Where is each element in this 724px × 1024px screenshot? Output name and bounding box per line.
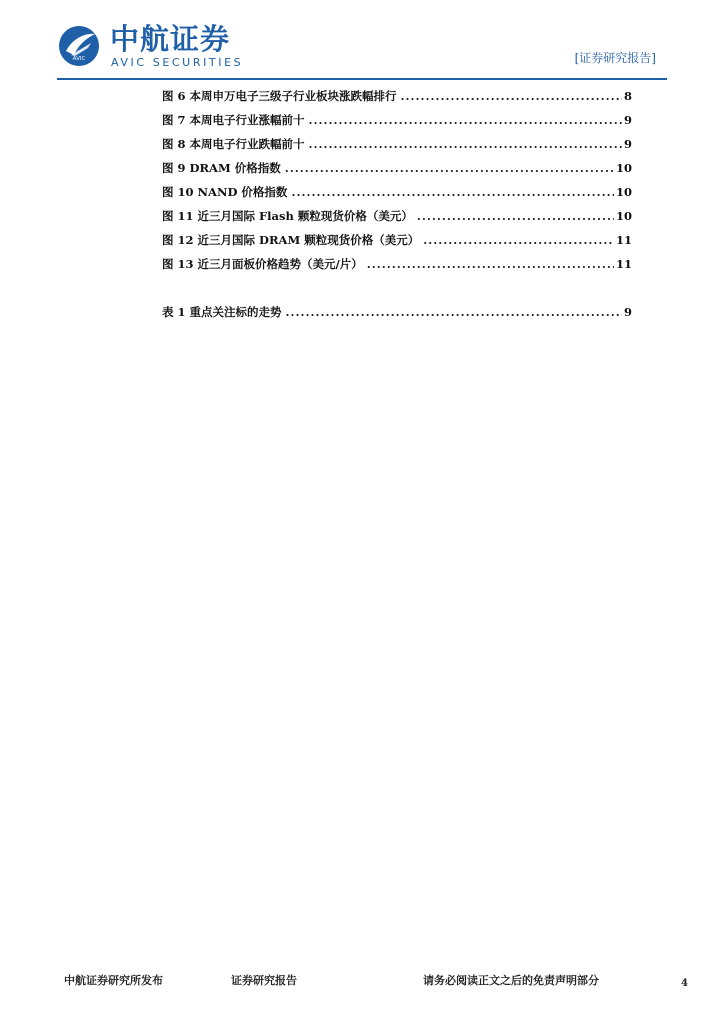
footer-disclaimer-note: 请务必阅读正文之后的免责声明部分 [423,974,599,987]
toc-entry-title: 图 6 本周申万电子三级子行业板块涨跌幅排行 [162,89,397,103]
toc-entry-title: 图 12 近三月国际 DRAM 颗粒现货价格（美元） [162,233,420,247]
toc-entry-page: 9 [623,113,632,127]
toc-entry-title: 图 13 近三月面板价格趋势（美元/片） [162,257,363,271]
toc-dot-leader [286,304,622,320]
toc-entry-page: 10 [615,209,632,223]
toc-figure-entry[interactable] [162,256,632,280]
toc-dot-leader [309,112,622,128]
company-logo-english: AVIC SECURITIES [111,56,244,69]
table-of-contents [162,88,632,328]
toc-dot-leader [309,136,622,152]
toc-entry-title: 图 7 本周电子行业涨幅前十 [162,113,305,127]
toc-figure-entry[interactable] [162,160,632,184]
toc-dot-leader [291,184,614,200]
toc-figure-entry[interactable] [162,232,632,256]
page-footer [0,972,724,992]
toc-figure-entry[interactable] [162,88,632,112]
page-header [0,0,724,82]
toc-dot-leader [417,208,614,224]
page-number: 4 [681,978,688,989]
toc-entry-page: 10 [615,185,632,199]
toc-entry-title: 图 10 NAND 价格指数 [162,185,288,199]
toc-dot-leader [423,232,614,248]
toc-entry-title: 图 11 近三月国际 Flash 颗粒现货价格（美元） [162,209,413,223]
toc-entry-page: 9 [623,137,632,151]
report-type-tag: [证券研究报告] [574,51,656,65]
toc-entry-title: 表 1 重点关注标的走势 [162,305,282,319]
company-logo-chinese: 中航证券 [110,22,231,56]
toc-dot-leader [401,88,622,104]
toc-dot-leader [367,256,614,272]
toc-entry-page: 9 [623,305,632,319]
footer-report-type: 证券研究报告 [231,974,297,987]
toc-figure-entry[interactable] [162,184,632,208]
toc-figure-entry[interactable] [162,136,632,160]
toc-entry-page: 8 [623,89,632,103]
toc-entry-page: 11 [615,233,632,247]
footer-publisher: 中航证券研究所发布 [64,974,163,987]
avic-logo-icon [57,24,101,68]
logo-badge-text: AVIC [72,56,86,62]
toc-figure-entry[interactable] [162,112,632,136]
toc-entry-title: 图 9 DRAM 价格指数 [162,161,281,175]
toc-entry-page: 11 [615,257,632,271]
toc-entry-page: 10 [615,161,632,175]
toc-table-entry[interactable] [162,304,632,328]
toc-dot-leader [285,160,614,176]
header-divider [57,78,667,80]
toc-figure-entry[interactable] [162,208,632,232]
toc-entry-title: 图 8 本周电子行业跌幅前十 [162,137,305,151]
